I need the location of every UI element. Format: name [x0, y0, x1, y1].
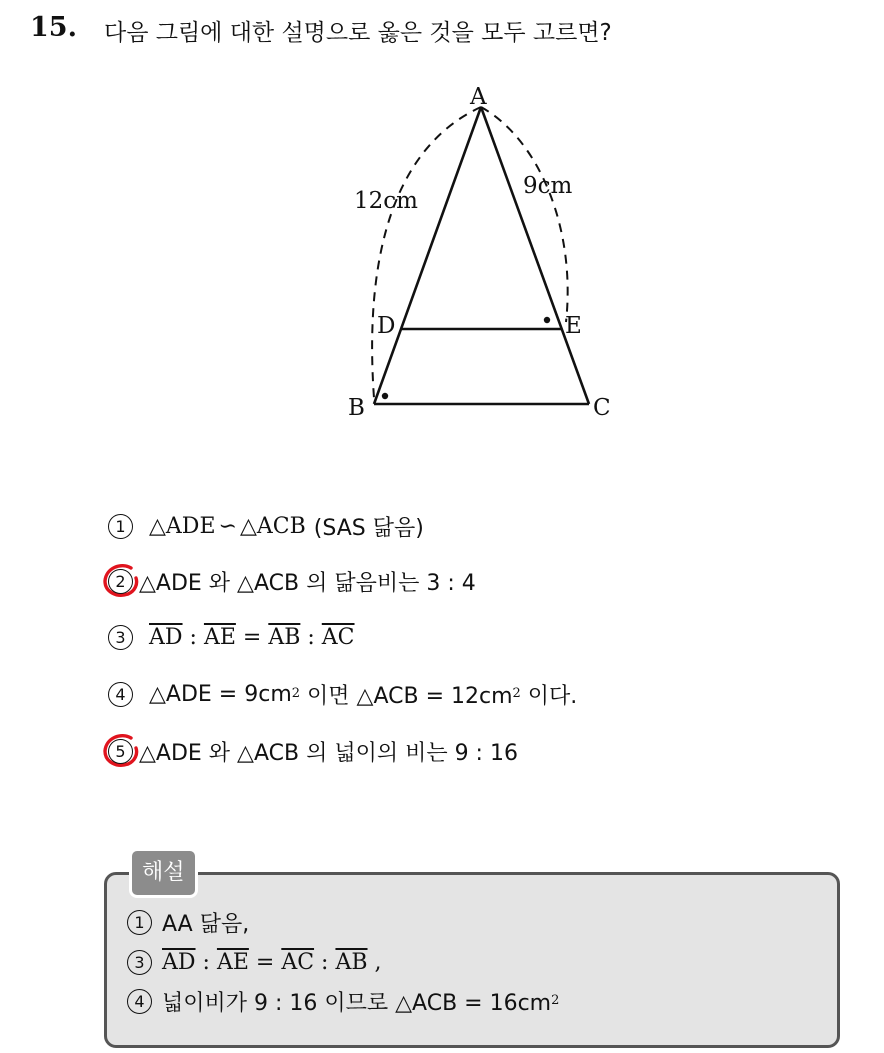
option-1-note: (SAS 닮음) — [313, 515, 424, 541]
label-b: B — [348, 395, 365, 421]
question-number: 15. — [30, 12, 77, 43]
side-ab — [374, 107, 481, 404]
question-text: 다음 그림에 대한 설명으로 옳은 것을 모두 고르면? — [104, 20, 612, 46]
trailing-comma: , — [367, 949, 382, 975]
explanation-line-2 — [127, 946, 382, 978]
similar-symbol: ∽ — [218, 513, 237, 539]
option-4-part3: 이다. — [520, 683, 578, 709]
option-4-part1: △ADE = 9cm — [149, 681, 292, 707]
option-1-triangle-ade: △ADE — [149, 513, 216, 539]
explanation-line-3-text: 넓이비가 9 : 16 이므로 △ACB = 16cm — [162, 990, 552, 1016]
length-ab-label: 12cm — [354, 188, 418, 214]
angle-mark-b — [382, 393, 388, 399]
explanation-line-1 — [127, 906, 249, 938]
segment-ae: $\overline{AE}$ — [203, 624, 236, 650]
explanation-tag: 해설 — [129, 848, 198, 898]
colon: : — [182, 624, 204, 650]
option-number: 1 — [108, 514, 133, 539]
option-3 — [108, 620, 355, 654]
explanation-line-1-text: AA 닮음, — [162, 911, 250, 937]
colon: : — [300, 624, 322, 650]
segment-ab: $\overline{AB}$ — [268, 624, 301, 650]
label-d: D — [377, 313, 396, 339]
segment-ad: $\overline{AD}$ — [162, 949, 196, 975]
triangle-figure — [0, 0, 884, 470]
option-1-triangle-acb: △ACB — [239, 513, 306, 539]
option-5 — [108, 734, 518, 768]
option-number: 2 — [108, 569, 133, 594]
option-number: 3 — [108, 625, 133, 650]
segment-ae: $\overline{AE}$ — [216, 949, 249, 975]
colon: : — [195, 949, 217, 975]
label-e: E — [565, 313, 582, 339]
option-number: 3 — [127, 950, 152, 975]
length-ae-label: 9cm — [523, 173, 573, 199]
option-number: 5 — [108, 739, 133, 764]
label-a: A — [470, 84, 487, 110]
option-number: 4 — [108, 682, 133, 707]
option-number: 1 — [127, 910, 152, 935]
option-number: 4 — [127, 989, 152, 1014]
segment-ad: $\overline{AD}$ — [149, 624, 183, 650]
side-ac — [481, 107, 589, 404]
segment-ac: $\overline{AC}$ — [281, 949, 315, 975]
option-2 — [108, 564, 476, 598]
option-2-text: △ADE 와 △ACB 의 닮음비는 3 : 4 — [139, 570, 476, 596]
option-5-text: △ADE 와 △ACB 의 넓이의 비는 9 : 16 — [139, 740, 518, 766]
option-4: 4 △ADE = 9cm 2 이면 △ACB = 12cm 2 이다. — [108, 677, 577, 711]
angle-mark-e — [544, 317, 550, 323]
segment-ac: $\overline{AC}$ — [321, 624, 355, 650]
equals: = — [235, 624, 269, 650]
option-1 — [108, 509, 424, 543]
explanation-line-3: 4 넓이비가 9 : 16 이므로 △ACB = 16cm 2 — [127, 985, 559, 1017]
option-4-part2: 이면 △ACB = 12cm — [300, 683, 513, 709]
equals: = — [248, 949, 282, 975]
segment-ab: $\overline{AB}$ — [335, 949, 368, 975]
label-c: C — [593, 395, 611, 421]
colon: : — [314, 949, 336, 975]
